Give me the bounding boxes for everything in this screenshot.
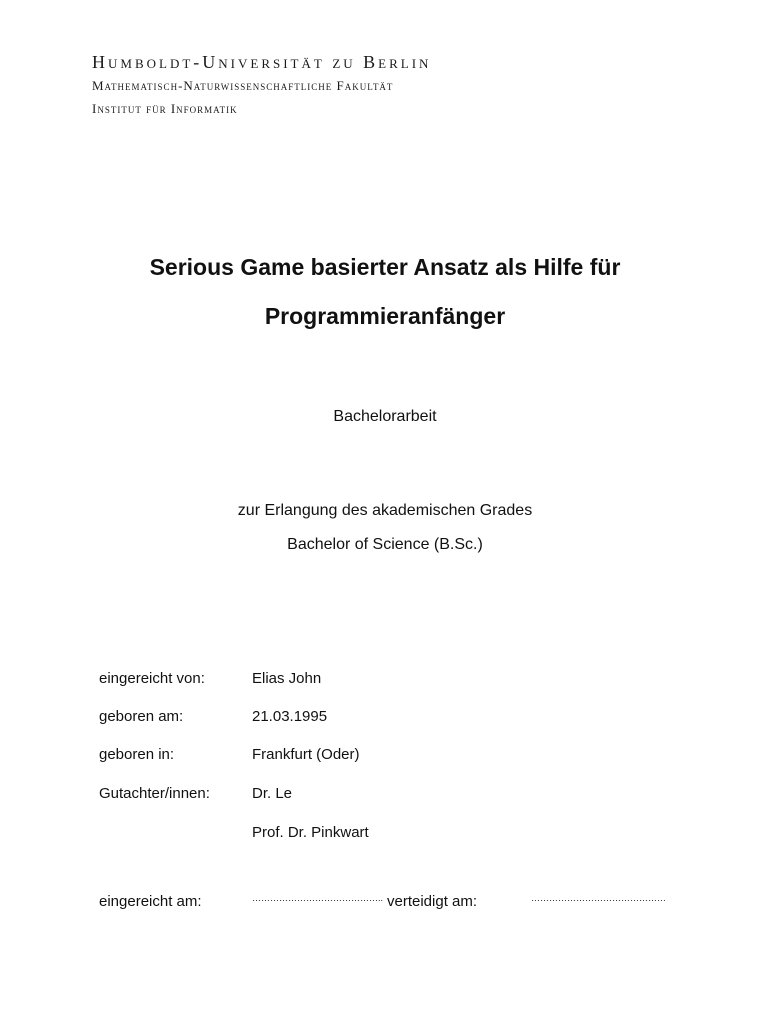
faculty-name: Mathematisch-Naturwissenschaftliche Fakultät — [92, 78, 394, 93]
institution-header — [92, 52, 431, 124]
defended-date-label: verteidigt am: — [387, 893, 478, 910]
info-label: Gutachter/innen: — [99, 785, 210, 802]
info-value: Prof. Dr. Pinkwart — [252, 824, 369, 841]
thesis-title-line-1: Serious Game basierter Ansatz als Hilfe für — [149, 254, 621, 280]
info-value: 21.03.1995 — [252, 708, 328, 725]
university-name: Humboldt-Universität zu Berlin — [92, 52, 432, 72]
info-label: geboren in: — [99, 746, 175, 763]
info-value: Elias John — [252, 670, 322, 687]
info-row-birth-date — [99, 708, 699, 728]
info-row-birth-place — [99, 746, 699, 766]
info-row-submitted-by — [99, 670, 699, 690]
info-value: Dr. Le — [252, 785, 293, 802]
info-row-reviewers — [99, 785, 699, 805]
dates-row — [99, 893, 699, 915]
info-label: geboren am: — [99, 708, 184, 725]
info-value: Frankfurt (Oder) — [252, 746, 360, 763]
thesis-title-line-2: Programmieranfänger — [264, 303, 506, 329]
degree-purpose: zur Erlangung des akademischen Grades — [237, 502, 533, 519]
info-row-reviewer-2 — [99, 824, 699, 844]
thesis-type: Bachelorarbeit — [333, 408, 437, 425]
submitted-date-label: eingereicht am: — [99, 893, 202, 910]
info-label: eingereicht von: — [99, 670, 205, 687]
submitted-date-placeholder: …………………………………….. — [252, 893, 384, 903]
institute-name: Institut für Informatik — [92, 101, 238, 116]
defended-date-placeholder: ……………………………………… — [531, 893, 666, 903]
degree-name: Bachelor of Science (B.Sc.) — [287, 536, 483, 553]
